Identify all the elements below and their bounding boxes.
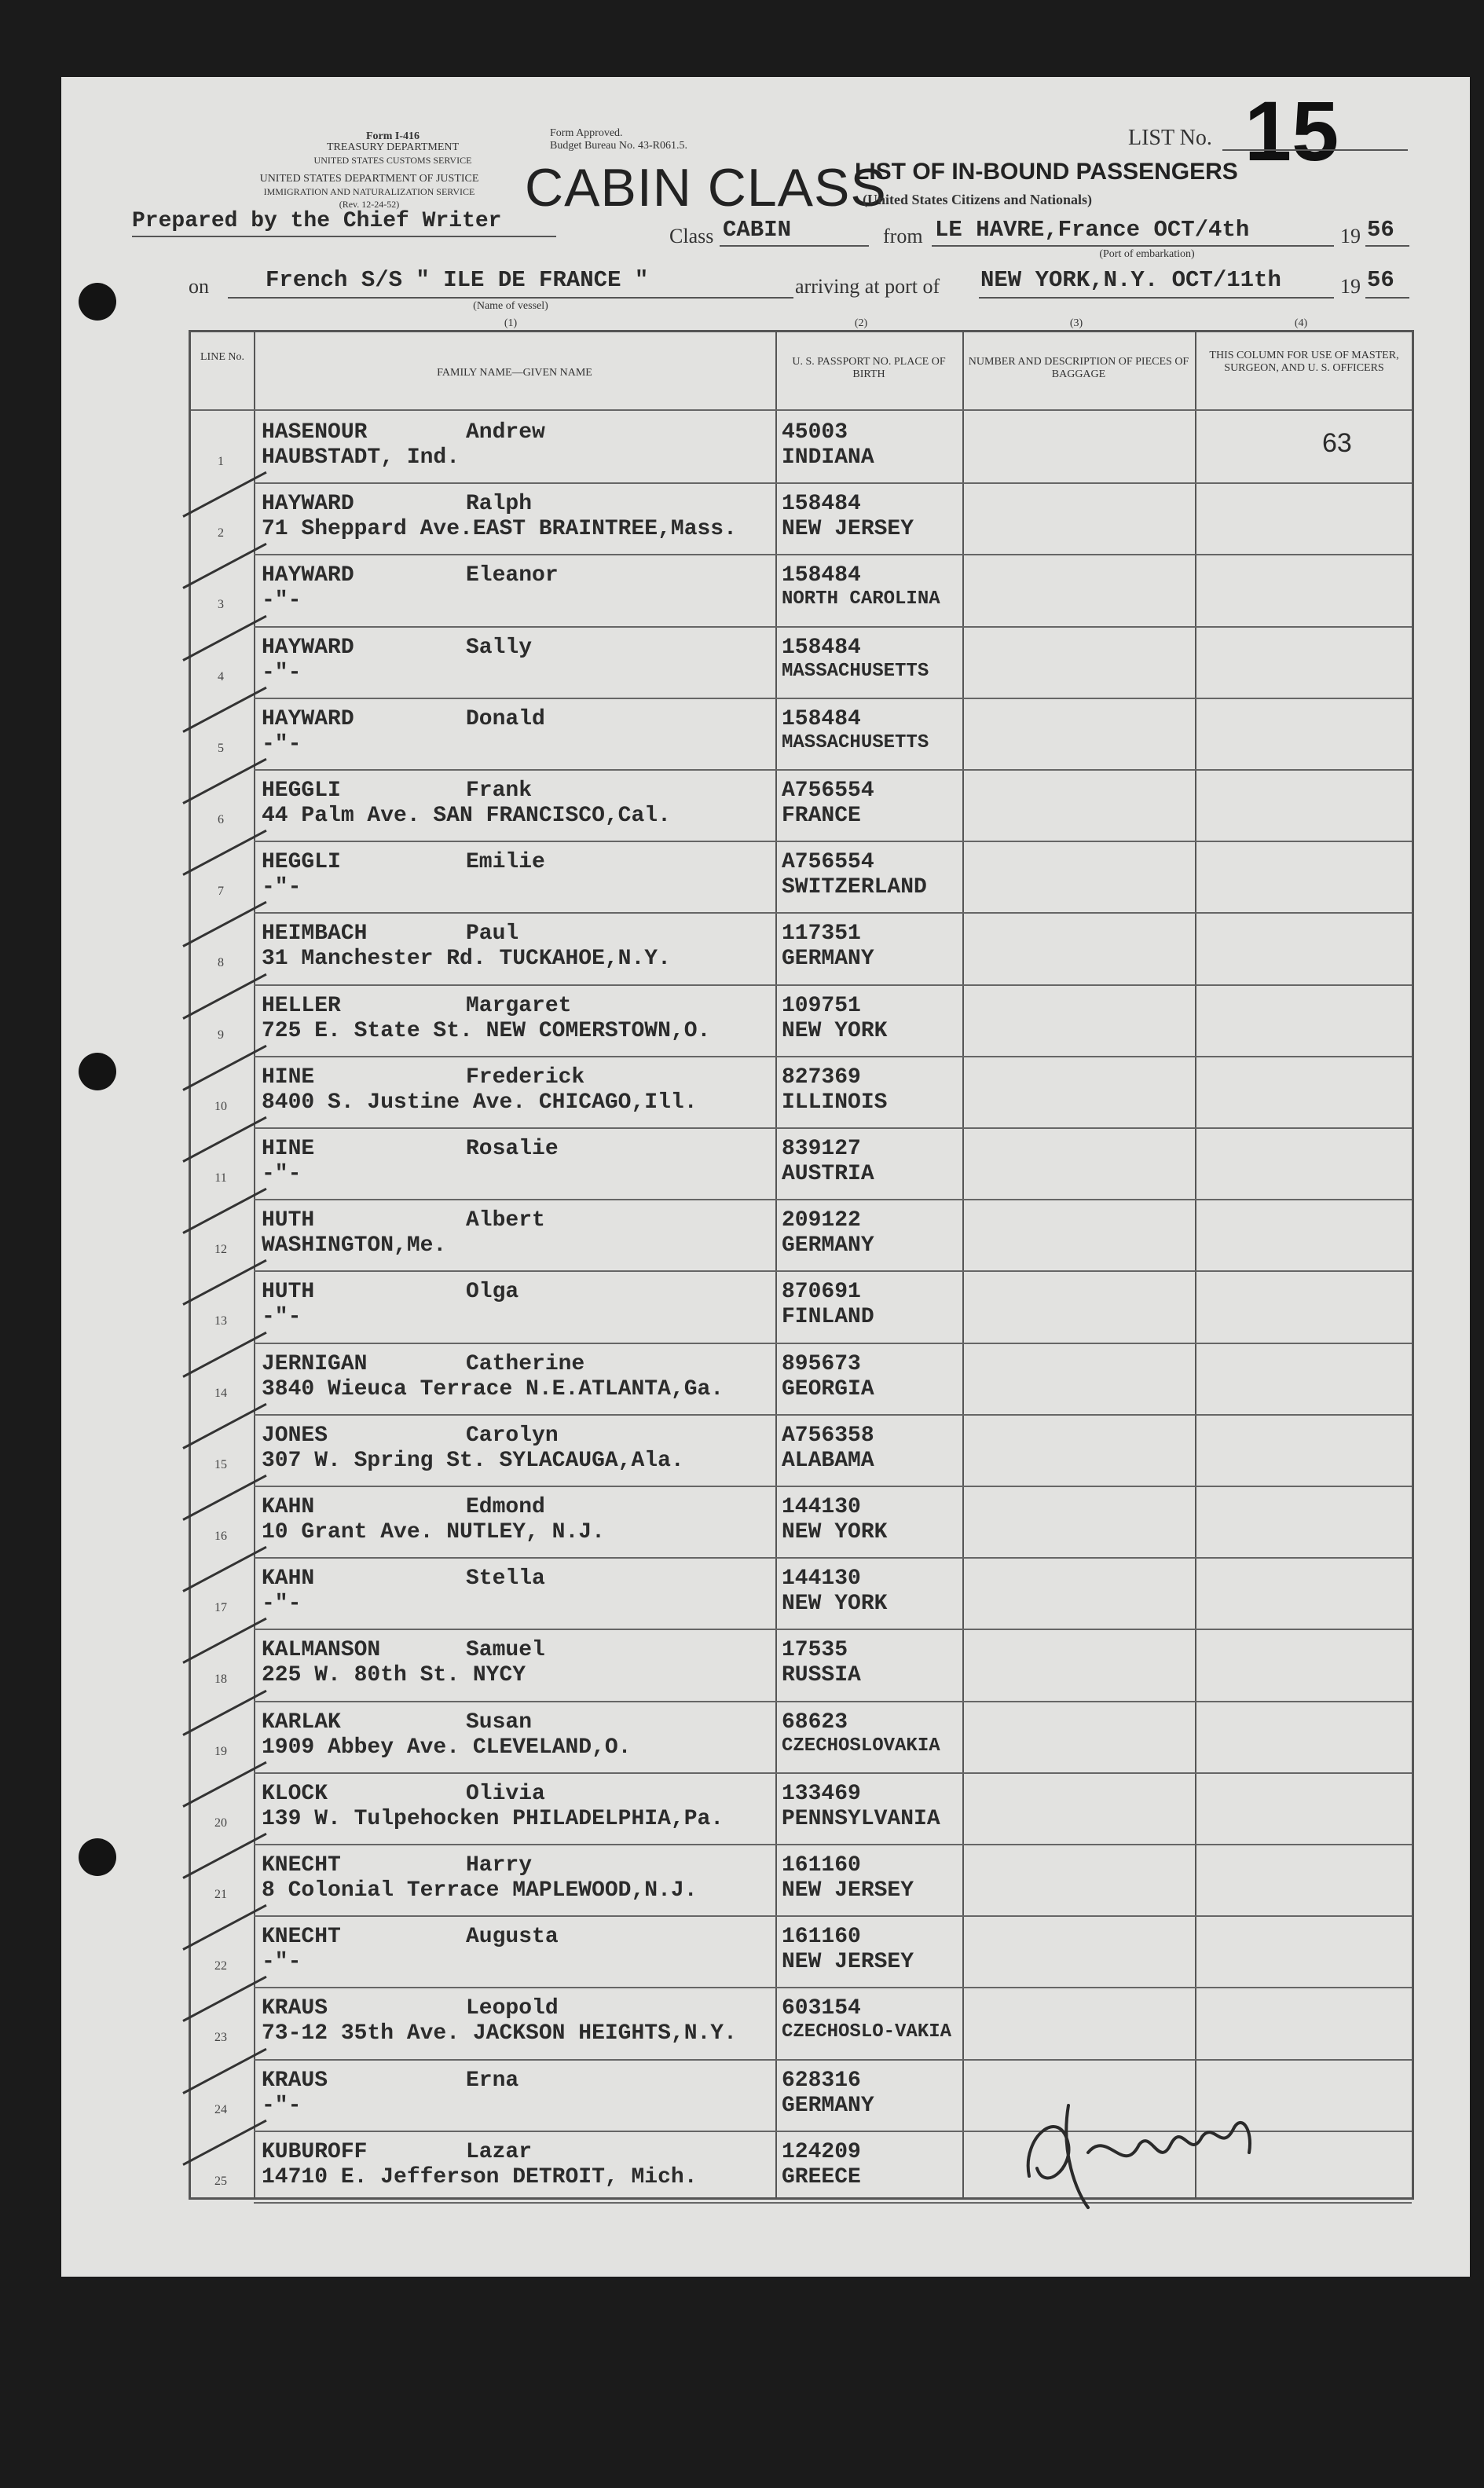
birthplace: NEW JERSEY bbox=[782, 517, 914, 542]
passport-number: 158484 bbox=[782, 492, 861, 517]
passport-number: 158484 bbox=[782, 563, 861, 588]
address: 3840 Wieuca Terrace N.E.ATLANTA,Ga. bbox=[262, 1376, 724, 1402]
port-embark-note: (Port of embarkation) bbox=[1099, 248, 1195, 260]
birthplace: RUSSIA bbox=[782, 1663, 861, 1688]
family-name: HINE bbox=[262, 1064, 315, 1090]
given-name: Margaret bbox=[466, 993, 572, 1018]
table-row bbox=[191, 1129, 1412, 1201]
table-row bbox=[191, 914, 1412, 986]
line-number: 20 bbox=[214, 1816, 227, 1830]
vessel-value: French S/S " ILE DE FRANCE " bbox=[266, 267, 649, 293]
address: 8 Colonial Terrace MAPLEWOOD,N.J. bbox=[262, 1878, 698, 1903]
address: -"- bbox=[262, 2093, 302, 2118]
line-number: 4 bbox=[218, 669, 224, 683]
family-name: KNECHT bbox=[262, 1853, 341, 1878]
table-row bbox=[191, 555, 1412, 628]
line-number: 16 bbox=[214, 1530, 227, 1543]
justice-line-1: UNITED STATES DEPARTMENT OF JUSTICE bbox=[259, 173, 479, 185]
passport-number: 839127 bbox=[782, 1137, 861, 1161]
birthplace: NEW YORK bbox=[782, 1592, 888, 1617]
approval-line-1: Form Approved. bbox=[550, 127, 623, 139]
given-name: Paul bbox=[466, 922, 519, 947]
family-name: HAYWARD bbox=[262, 563, 354, 588]
from-underline bbox=[932, 245, 1334, 247]
line-number: 3 bbox=[218, 598, 224, 612]
line-number: 17 bbox=[214, 1601, 227, 1615]
birthplace: GERMANY bbox=[782, 947, 874, 972]
given-name: Donald bbox=[466, 706, 545, 731]
line-number: 10 bbox=[214, 1099, 227, 1113]
table-row bbox=[191, 1702, 1412, 1775]
passport-number: 827369 bbox=[782, 1064, 861, 1090]
given-name: Susan bbox=[466, 1709, 533, 1735]
address: -"- bbox=[262, 731, 302, 757]
family-name: HAYWARD bbox=[262, 706, 354, 731]
col-num-1: (1) bbox=[504, 317, 518, 329]
given-name: Frederick bbox=[466, 1064, 585, 1090]
address: 44 Palm Ave. SAN FRANCISCO,Cal. bbox=[262, 804, 671, 828]
birthplace: CZECHOSLO-VAKIA bbox=[782, 2021, 952, 2043]
given-name: Sally bbox=[466, 635, 533, 660]
address: 8400 S. Justine Ave. CHICAGO,Ill. bbox=[262, 1090, 698, 1115]
line-number: 2 bbox=[218, 526, 224, 540]
passport-number: 870691 bbox=[782, 1280, 861, 1305]
family-name: KRAUS bbox=[262, 1996, 328, 2021]
address: 1909 Abbey Ave. CLEVELAND,O. bbox=[262, 1735, 632, 1760]
prepared-by-underline bbox=[132, 236, 556, 237]
address: 307 W. Spring St. SYLACAUGA,Ala. bbox=[262, 1448, 684, 1473]
line-number: 9 bbox=[218, 1028, 224, 1042]
birthplace: NEW YORK bbox=[782, 1520, 888, 1544]
year-prefix-1: 19 bbox=[1340, 225, 1361, 247]
class-value: CABIN bbox=[723, 217, 792, 243]
birthplace: FINLAND bbox=[782, 1305, 874, 1330]
address: 71 Sheppard Ave.EAST BRAINTREE,Mass. bbox=[262, 517, 737, 542]
address: -"- bbox=[262, 1305, 302, 1330]
passport-number: 17535 bbox=[782, 1638, 848, 1663]
address: 31 Manchester Rd. TUCKAHOE,N.Y. bbox=[262, 947, 671, 972]
given-name: Erna bbox=[466, 2068, 519, 2093]
col-header-passport: U. S. PASSPORT NO. PLACE OF BIRTH bbox=[792, 356, 946, 380]
birthplace: NEW YORK bbox=[782, 1018, 888, 1043]
justice-line-3: (Rev. 12-24-52) bbox=[339, 199, 400, 210]
passport-number: 109751 bbox=[782, 993, 861, 1018]
family-name: KUBUROFF bbox=[262, 2139, 368, 2164]
birthplace: AUSTRIA bbox=[782, 1162, 874, 1186]
line-number: 19 bbox=[214, 1744, 227, 1758]
class-title: CABIN CLASS bbox=[525, 158, 887, 218]
address: 225 W. 80th St. NYCY bbox=[262, 1663, 526, 1688]
given-name: Stella bbox=[466, 1566, 545, 1592]
treasury-line-2: UNITED STATES CUSTOMS SERVICE bbox=[313, 155, 472, 166]
passport-number: 161160 bbox=[782, 1853, 861, 1878]
table-row bbox=[191, 1416, 1412, 1488]
family-name: HASENOUR bbox=[262, 420, 368, 445]
col-header-baggage: NUMBER AND DESCRIPTION OF PIECES OF BAGGAGE bbox=[968, 356, 1189, 380]
line-number: 14 bbox=[214, 1386, 227, 1400]
class-label: Class bbox=[669, 225, 714, 247]
address: 73-12 35th Ave. JACKSON HEIGHTS,N.Y. bbox=[262, 2021, 737, 2046]
given-name: Lazar bbox=[466, 2139, 533, 2164]
family-name: KALMANSON bbox=[262, 1638, 381, 1663]
officer-note: 63 bbox=[1322, 428, 1352, 458]
passport-number: A756554 bbox=[782, 850, 874, 875]
birthplace: PENNSYLVANIA bbox=[782, 1806, 940, 1831]
given-name: Catherine bbox=[466, 1351, 585, 1376]
given-name: Olivia bbox=[466, 1781, 545, 1806]
officer-signature bbox=[1013, 2058, 1265, 2215]
line-number: 13 bbox=[214, 1314, 227, 1328]
punch-hole-middle bbox=[79, 1053, 116, 1090]
family-name: HEIMBACH bbox=[262, 922, 368, 947]
table-row bbox=[191, 628, 1412, 700]
table-row bbox=[191, 1917, 1412, 1989]
passport-number: A756554 bbox=[782, 779, 874, 803]
col-header-line-no: LINE No. bbox=[200, 351, 244, 363]
family-name: HUTH bbox=[262, 1280, 315, 1305]
given-name: Rosalie bbox=[466, 1137, 559, 1161]
list-no-label: LIST No. bbox=[1128, 126, 1212, 150]
passport-number: 209122 bbox=[782, 1208, 861, 1233]
arriving-underline bbox=[979, 297, 1334, 299]
list-subtitle: (United States Citizens and Nationals) bbox=[863, 192, 1093, 207]
from-value: LE HAVRE,France OCT/4th bbox=[935, 217, 1250, 243]
table-row bbox=[191, 1559, 1412, 1631]
passport-number: 628316 bbox=[782, 2068, 861, 2093]
passenger-table bbox=[189, 330, 1414, 2200]
header-divider bbox=[191, 409, 1412, 411]
line-number: 24 bbox=[214, 2102, 227, 2116]
line-number: 8 bbox=[218, 956, 224, 970]
birthplace: ALABAMA bbox=[782, 1448, 874, 1473]
line-number: 11 bbox=[214, 1171, 227, 1185]
year-value-1: 56 bbox=[1367, 217, 1394, 243]
family-name: KAHN bbox=[262, 1495, 315, 1519]
table-row bbox=[191, 1988, 1412, 2061]
line-number: 23 bbox=[214, 2031, 227, 2045]
prepared-by: Prepared by the Chief Writer bbox=[132, 209, 502, 233]
given-name: Emilie bbox=[466, 850, 545, 875]
family-name: KLOCK bbox=[262, 1781, 328, 1806]
line-number: 12 bbox=[214, 1243, 227, 1257]
line-number: 1 bbox=[218, 455, 224, 468]
birthplace: FRANCE bbox=[782, 804, 861, 828]
passport-number: 158484 bbox=[782, 635, 861, 660]
address: -"- bbox=[262, 660, 302, 685]
address: 139 W. Tulpehocken PHILADELPHIA,Pa. bbox=[262, 1806, 724, 1831]
col-header-officers: THIS COLUMN FOR USE OF MASTER, SURGEON, AND U. S. OFFICERS bbox=[1209, 350, 1399, 374]
list-no-value: 15 bbox=[1244, 83, 1339, 178]
birthplace: INDIANA bbox=[782, 445, 874, 470]
family-name: HELLER bbox=[262, 993, 341, 1018]
passport-number: 133469 bbox=[782, 1781, 861, 1806]
passport-number: 603154 bbox=[782, 1996, 861, 2021]
given-name: Augusta bbox=[466, 1925, 559, 1950]
birthplace: NEW JERSEY bbox=[782, 1950, 914, 1975]
family-name: HAYWARD bbox=[262, 635, 354, 660]
table-row bbox=[191, 1200, 1412, 1273]
birthplace: NEW JERSEY bbox=[782, 1878, 914, 1903]
table-row bbox=[191, 484, 1412, 556]
family-name: KNECHT bbox=[262, 1925, 341, 1950]
passport-number: 158484 bbox=[782, 706, 861, 731]
passport-number: 144130 bbox=[782, 1566, 861, 1592]
given-name: Albert bbox=[466, 1208, 545, 1233]
table-row bbox=[191, 1630, 1412, 1702]
line-number: 21 bbox=[214, 1888, 227, 1901]
family-name: KRAUS bbox=[262, 2068, 328, 2093]
arriving-label: arriving at port of bbox=[795, 275, 940, 298]
birthplace: ILLINOIS bbox=[782, 1090, 888, 1115]
birthplace: GERMANY bbox=[782, 2093, 874, 2118]
birthplace: GEORGIA bbox=[782, 1376, 874, 1402]
address: -"- bbox=[262, 1592, 302, 1617]
given-name: Harry bbox=[466, 1853, 533, 1878]
year-1-underline bbox=[1365, 245, 1409, 247]
punch-hole-bottom bbox=[79, 1838, 116, 1876]
passport-number: 117351 bbox=[782, 922, 861, 947]
address: -"- bbox=[262, 1950, 302, 1975]
address: 725 E. State St. NEW COMERSTOWN,O. bbox=[262, 1018, 711, 1043]
col-num-3: (3) bbox=[1069, 317, 1083, 329]
address: 10 Grant Ave. NUTLEY, N.J. bbox=[262, 1520, 605, 1544]
table-row bbox=[191, 1344, 1412, 1416]
birthplace: MASSACHUSETTS bbox=[782, 731, 929, 753]
family-name: HAYWARD bbox=[262, 492, 354, 517]
given-name: Eleanor bbox=[466, 563, 559, 588]
line-number: 6 bbox=[218, 813, 224, 826]
passport-number: 124209 bbox=[782, 2139, 861, 2164]
birthplace: NORTH CAROLINA bbox=[782, 588, 940, 610]
vessel-note: (Name of vessel) bbox=[473, 300, 548, 312]
vessel-underline bbox=[228, 297, 793, 299]
year-prefix-2: 19 bbox=[1340, 275, 1361, 298]
family-name: HINE bbox=[262, 1137, 315, 1161]
birthplace: GREECE bbox=[782, 2164, 861, 2189]
passport-number: A756358 bbox=[782, 1423, 874, 1448]
list-no-underline bbox=[1222, 149, 1408, 151]
justice-line-2: IMMIGRATION AND NATURALIZATION SERVICE bbox=[263, 186, 475, 197]
col-header-name: FAMILY NAME—GIVEN NAME bbox=[437, 367, 592, 379]
from-label: from bbox=[883, 225, 923, 247]
table-row bbox=[191, 1272, 1412, 1344]
table-row bbox=[191, 1487, 1412, 1559]
passport-number: 161160 bbox=[782, 1925, 861, 1950]
treasury-line-1: TREASURY DEPARTMENT bbox=[326, 141, 460, 153]
approval-line-2: Budget Bureau No. 43-R061.5. bbox=[550, 140, 687, 152]
col-num-4: (4) bbox=[1294, 317, 1308, 329]
table-row bbox=[191, 699, 1412, 771]
line-number: 25 bbox=[214, 2174, 227, 2188]
given-name: Carolyn bbox=[466, 1423, 559, 1448]
year-value-2: 56 bbox=[1367, 267, 1394, 293]
table-row bbox=[191, 1057, 1412, 1130]
family-name: HEGGLI bbox=[262, 779, 341, 803]
family-name: JERNIGAN bbox=[262, 1351, 368, 1376]
given-name: Andrew bbox=[466, 420, 545, 445]
table-row bbox=[191, 412, 1412, 485]
given-name: Samuel bbox=[466, 1638, 545, 1663]
address: -"- bbox=[262, 1162, 302, 1186]
passport-number: 45003 bbox=[782, 420, 848, 445]
table-row bbox=[191, 771, 1412, 843]
birthplace: CZECHOSLOVAKIA bbox=[782, 1735, 940, 1757]
birthplace: SWITZERLAND bbox=[782, 875, 927, 900]
birthplace: GERMANY bbox=[782, 1233, 874, 1259]
given-name: Ralph bbox=[466, 492, 533, 517]
table-row bbox=[191, 986, 1412, 1058]
line-number: 15 bbox=[214, 1457, 227, 1471]
table-row bbox=[191, 842, 1412, 914]
year-2-underline bbox=[1365, 297, 1409, 299]
arriving-value: NEW YORK,N.Y. OCT/11th bbox=[980, 267, 1281, 293]
line-number: 18 bbox=[214, 1673, 227, 1687]
address: -"- bbox=[262, 875, 302, 900]
family-name: KARLAK bbox=[262, 1709, 341, 1735]
class-underline bbox=[720, 245, 869, 247]
passport-number: 68623 bbox=[782, 1709, 848, 1735]
line-number: 22 bbox=[214, 1959, 227, 1973]
passport-number: 144130 bbox=[782, 1495, 861, 1519]
family-name: HEGGLI bbox=[262, 850, 341, 875]
family-name: HUTH bbox=[262, 1208, 315, 1233]
family-name: JONES bbox=[262, 1423, 328, 1448]
given-name: Leopold bbox=[466, 1996, 559, 2021]
on-label: on bbox=[189, 275, 209, 298]
address: HAUBSTADT, Ind. bbox=[262, 445, 460, 470]
passport-number: 895673 bbox=[782, 1351, 861, 1376]
form-number: Form I-416 bbox=[365, 130, 420, 142]
given-name: Olga bbox=[466, 1280, 519, 1305]
given-name: Edmond bbox=[466, 1495, 545, 1519]
col-num-2: (2) bbox=[854, 317, 868, 329]
given-name: Frank bbox=[466, 779, 533, 803]
table-row bbox=[191, 1845, 1412, 1918]
table-row bbox=[191, 1774, 1412, 1846]
address: 14710 E. Jefferson DETROIT, Mich. bbox=[262, 2164, 698, 2189]
list-title: LIST OF IN-BOUND PASSENGERS bbox=[855, 159, 1238, 185]
punch-hole-top bbox=[79, 283, 116, 321]
address: -"- bbox=[262, 588, 302, 614]
birthplace: MASSACHUSETTS bbox=[782, 660, 929, 682]
line-number: 5 bbox=[218, 741, 224, 755]
line-number: 7 bbox=[218, 885, 224, 899]
address: WASHINGTON,Me. bbox=[262, 1233, 447, 1259]
family-name: KAHN bbox=[262, 1566, 315, 1592]
